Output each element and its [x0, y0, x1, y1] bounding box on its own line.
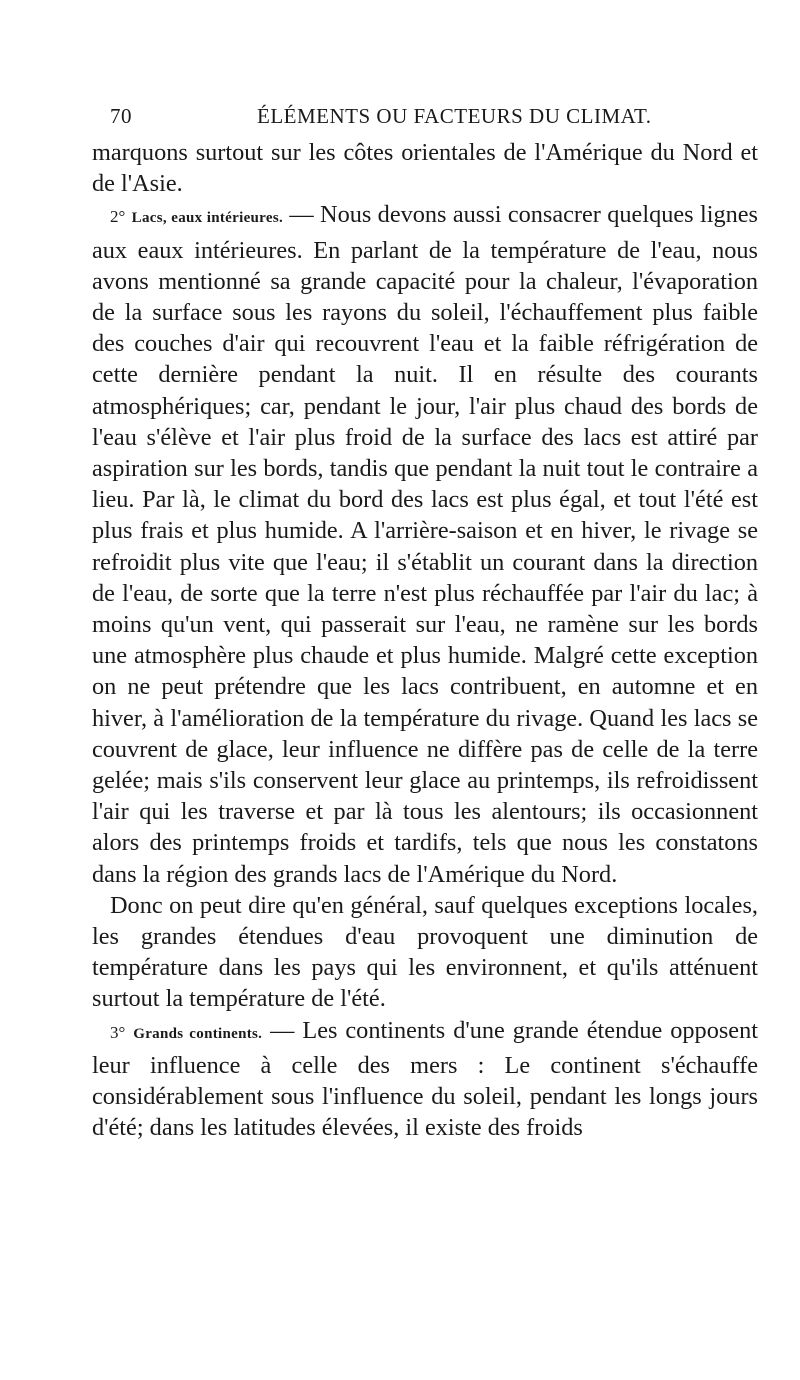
page-number: 70: [110, 104, 132, 128]
section-heading: Lacs, eaux intérieures.: [131, 210, 284, 227]
continuation-paragraph: marquons surtout sur les côtes orientales de l'Amérique du Nord et de l'Asie.: [92, 139, 758, 198]
section-text: Nous devons aussi consacrer quelques lignes aux eaux intérieures. En parlant de la température de l'eau, nous avons mentionné sa grande capacité pour la chaleur, l'évaporation de la surface sous les rayons du soleil, l'échauffement plus faible des couches d'air qui recouvrent l'eau et la faible réfrigération de cette dernière pendant la nuit. Il en résulte des courants atmosphériques; car, pendant le jour, l'air plus chaud des bords de l'eau s'élève et l'air plus froid de la surface des lacs est attiré par aspiration sur les bords, tandis que pendant la nuit tout le contraire a lieu. Par là, le climat du bord des lacs est plus égal, et tout l'été est plus frais et plus humide. A l'arrière-saison et en hiver, le rivage se refroidit plus vite que l'eau; il s'établit un courant dans la direction de l'eau, de sorte que la terre n'est plus réchauffée par l'air du lac; à moins qu'un vent, qui passerait sur l'eau, ne ramène sur les bords une atmosphère plus chaude et plus humide. Malgré cette exception on ne peut prétendre que les lacs contribuent, en automne et en hiver, à l'amélioration de la température du rivage. Quand les lacs se couvrent de glace, leur influence ne diffère pas de celle de la terre gelée; mais s'ils conservent leur glace au printemps, ils refroidissent l'air qui les traverse et par là tous les alentours; ils occasionnent alors des printemps froids et tardifs, tels que nous les constatons dans la région des grands lacs de l'Amérique du Nord.: [92, 201, 759, 888]
section-heading: Grands continents.: [133, 1025, 263, 1042]
section-number: 3°: [110, 1022, 126, 1042]
section-number: 2°: [110, 207, 126, 227]
section-continents-paragraph: [92, 1015, 758, 1144]
section-lacs-paragraph: [92, 199, 758, 889]
running-header: [92, 100, 758, 134]
conclusion-paragraph: Donc on peut dire qu'en général, sauf quelques exceptions locales, les grandes étendues d'eau provoquent une diminution de température dans les pays qui les environnent, et qu'ils atténuent surtout la température de l'été.: [92, 891, 758, 1013]
section-text: Les continents d'une grande étendue opposent leur influence à celle des mers : Le continent s'échauffe considérablement sous l'influence du soleil, pendant les longs jours d'été; dans les latitudes élevées, il existe des froids: [92, 1016, 758, 1142]
heading-separator: —: [283, 201, 321, 229]
book-page: [92, 100, 758, 1144]
body-text: [92, 137, 758, 1144]
chapter-title: ÉLÉMENTS OU FACTEURS DU CLIMAT.: [257, 104, 652, 128]
heading-separator: —: [262, 1016, 303, 1044]
